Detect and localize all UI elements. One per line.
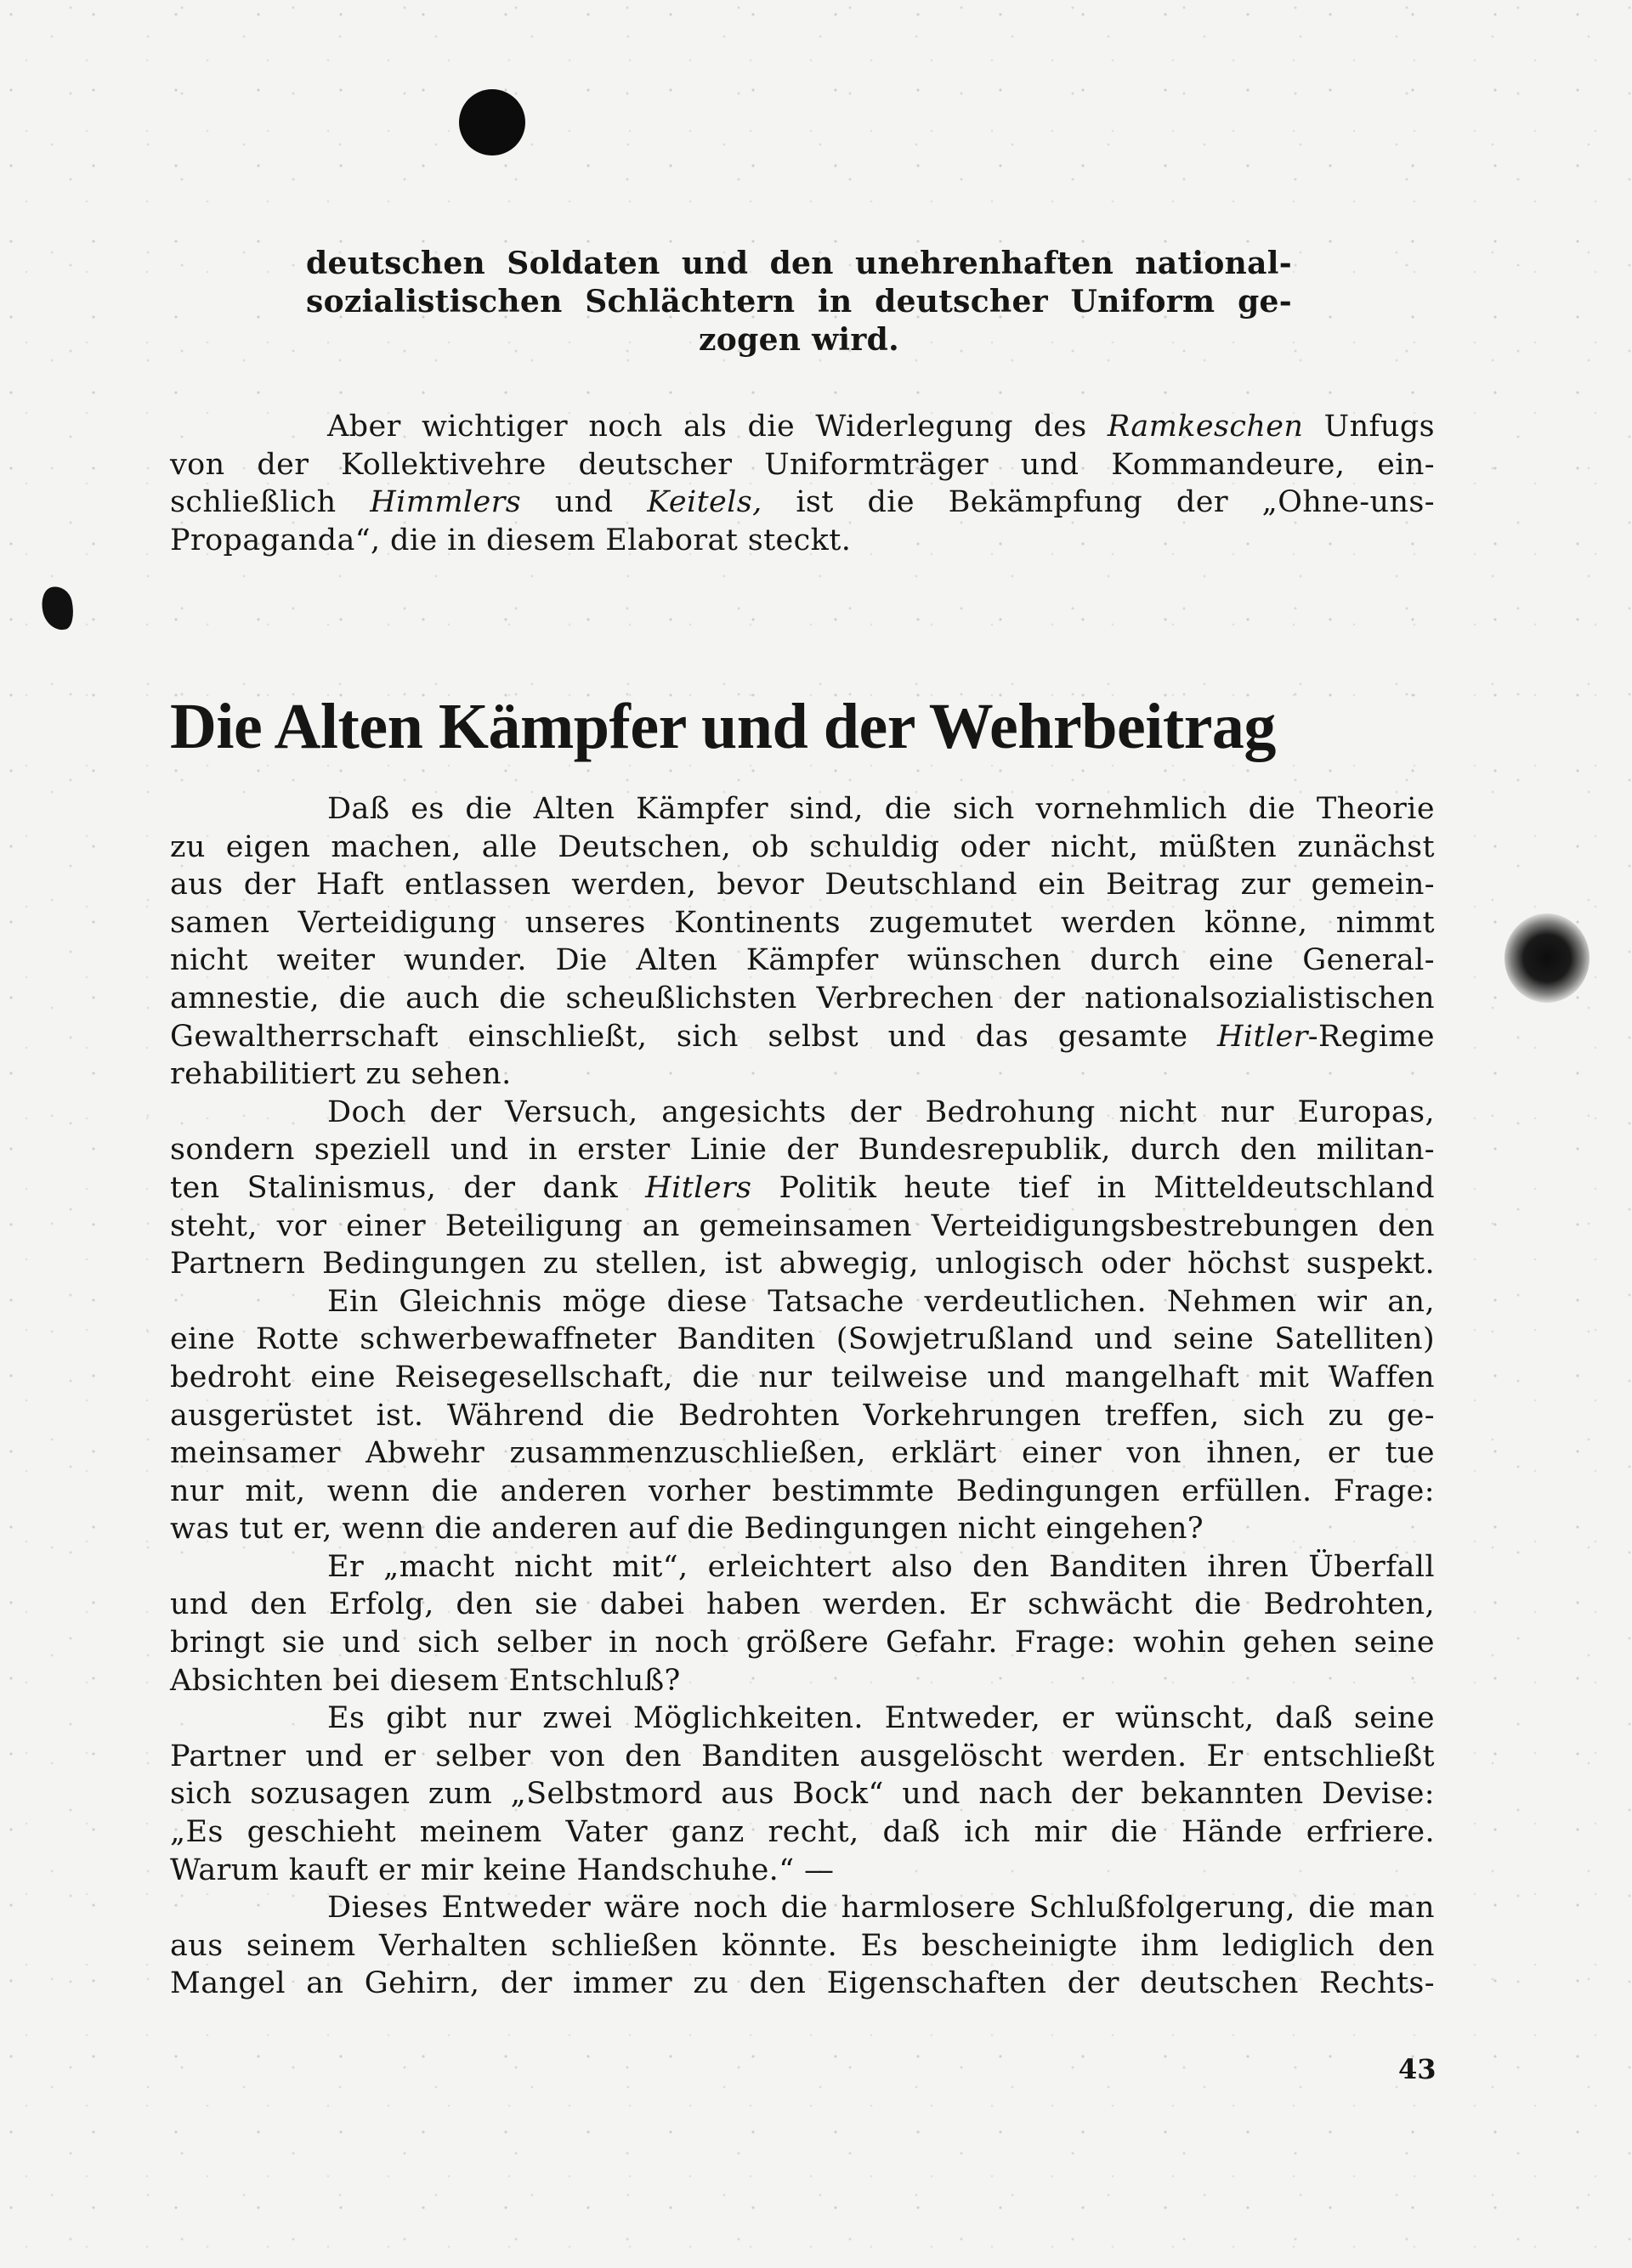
text-line: samen Verteidigung unseres Kontinents zugemutet werden könne, nimmt [170,905,1435,940]
ink-blot-left [38,584,77,633]
page-number: 43 [1398,2053,1436,2085]
text-line: und den Erfolg, den sie dabei haben werden. Er schwächt die Bedrohten, [170,1587,1435,1622]
text-line: steht, vor einer Beteiligung an gemeinsamen Verteidigungsbestrebungen den [170,1208,1435,1243]
text-line: aus seinem Verhalten schließen könnte. Es bescheinigte ihm lediglich den [170,1928,1435,1963]
text-line: sondern speziell und in erster Linie der Bundesrepublik, durch den militan- [170,1133,1435,1168]
text-line: Mangel an Gehirn, der immer zu den Eigenschaften der deutschen Rechts- [170,1966,1435,2001]
text-line: Doch der Versuch, angesichts der Bedrohung nicht nur Europas, [327,1094,1435,1129]
text-line: ten Stalinismus, der dank Hitlers Politik heute tief in Mitteldeutschland [170,1170,1436,1205]
text-line: Ein Gleichnis möge diese Tatsache verdeutlichen. Nehmen wir an, [327,1284,1435,1319]
text-line: Warum kauft er mir keine Handschuhe.“ — [170,1852,835,1887]
text-line: aus der Haft entlassen werden, bevor Deutschland ein Beitrag zur gemein- [170,868,1435,902]
text-line: Absichten bei diesem Entschluß? [170,1663,681,1698]
text-line: Aber wichtiger noch als die Widerlegung des Ramkeschen Unfugs [327,410,1435,444]
text-line: Gewaltherrschaft einschließt, sich selbst und das gesamte Hitler-Regime [170,1019,1435,1054]
bold-intro-line: deutschen Soldaten und den unehrenhaften national- [306,246,1292,281]
text-line: nicht weiter wunder. Die Alten Kämpfer wünschen durch eine General- [170,943,1435,978]
text-line: ausgerüstet ist. Während die Bedrohten Vorkehrungen treffen, sich zu ge- [170,1398,1435,1433]
ink-blot-right [1504,913,1590,1003]
text-line: Propaganda“, die in diesem Elaborat steckt. [170,523,852,557]
emphasis: Ramkeschen [1107,410,1304,444]
section-heading: Die Alten Kämpfer und der Wehrbeitrag [170,691,1276,762]
text-line: was tut er, wenn die anderen auf die Bedingungen nicht eingehen? [170,1512,1204,1547]
text-line: sich sozusagen zum „Selbstmord aus Bock“ und nach der bekannten Devise: [170,1777,1435,1812]
text-line: nur mit, wenn die anderen vorher bestimmte Bedingungen erfüllen. Frage: [170,1473,1435,1508]
emphasis: Keitels, [647,485,762,520]
text-line: eine Rotte schwerbewaffneter Banditen (Sowjetrußland und seine Satelliten) [170,1322,1435,1357]
text-line: bringt sie und sich selber in noch größere Gefahr. Frage: wohin gehen seine [170,1626,1435,1660]
text-line: von der Kollektivehre deutscher Uniformträger und Kommandeure, ein- [170,447,1435,482]
text-line: bedroht eine Reisegesellschaft, die nur teilweise und mangelhaft mit Waffen [170,1360,1435,1394]
text-line: Er „macht nicht mit“, erleichtert also den Banditen ihren Überfall [327,1549,1435,1584]
bold-intro-line: sozialistischen Schlächtern in deutscher Uniform ge- [306,284,1292,320]
text-line: amnestie, die auch die scheußlichsten Verbrechen der nationalsozialistischen [170,981,1435,1015]
text-line: Partner und er selber von den Banditen ausgelöscht werden. Er entschließt [170,1739,1435,1773]
section-body [170,790,1435,2003]
emphasis: Himmlers [370,485,522,520]
text-line: zu eigen machen, alle Deutschen, ob schuldig oder nicht, müßten zunächst [170,829,1435,864]
text-line: Es gibt nur zwei Möglichkeiten. Entweder, er wünscht, daß seine [327,1701,1435,1736]
text-line: „Es geschieht meinem Vater ganz recht, daß ich mir die Hände erfriere. [170,1815,1435,1850]
text-line: meinsamer Abwehr zusammenzuschließen, erklärt einer von ihnen, er tue [170,1436,1435,1471]
punch-hole [459,89,525,156]
emphasis: Hitlers [645,1170,752,1205]
text-line: rehabilitiert zu sehen. [170,1057,512,1092]
bold-intro-line: zogen wird. [699,322,899,358]
text-line: Partnern Bedingungen zu stellen, ist abwegig, unlogisch oder höchst suspekt. [170,1247,1435,1281]
text-line: Daß es die Alten Kämpfer sind, die sich vornehmlich die Theorie [327,792,1435,826]
emphasis: Hitler [1216,1019,1308,1054]
intro-paragraph [170,408,1435,559]
text-line: Dieses Entweder wäre noch die harmlosere Schlußfolgerung, die man [327,1891,1435,1926]
bold-intro-block [306,245,1292,359]
text-line: schließlich Himmlers und Keitels, ist die Bekämpfung der „Ohne-uns- [170,485,1435,520]
